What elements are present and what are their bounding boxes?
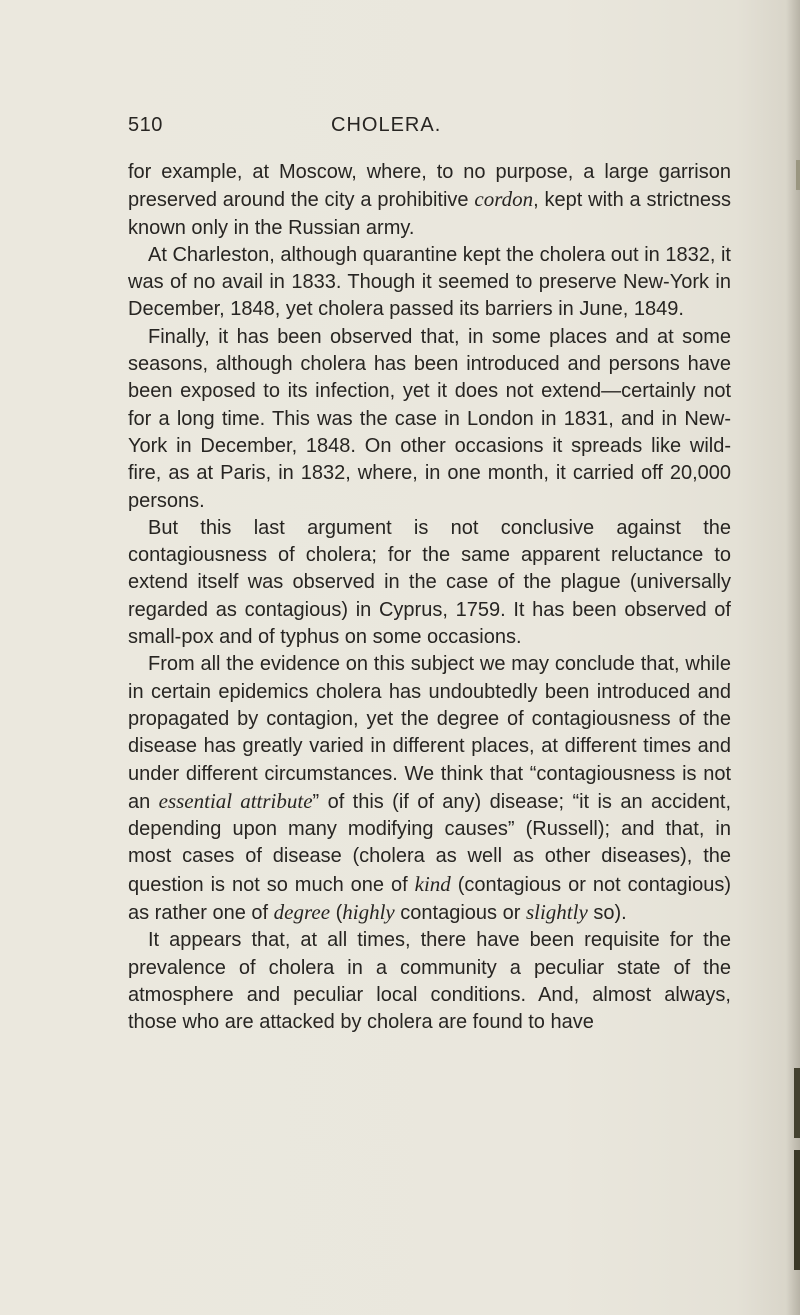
text-run: contagious or bbox=[394, 902, 526, 925]
paragraph: It appears that, at all times, there have been requisite for the prevalence of cholera in a community a peculiar state of the atmosphere and peculiar local conditions. And, almost always, those who are attacked by cholera are found to have bbox=[128, 929, 731, 1034]
italic-run: highly bbox=[342, 900, 395, 925]
italic-run: kind bbox=[414, 871, 451, 896]
paragraph: But this last argument is not conclusive against the contagiousness of cholera; for the same apparent reluctance to extend itself was observed in the case of the plague (universally regarded as contagious) in Cyprus, 1759. It has been observed of small-pox and of typhus on some occasions. bbox=[128, 516, 731, 649]
italic-run: degree bbox=[273, 900, 331, 925]
page-number: 510 bbox=[128, 114, 163, 136]
text-run: (contagious or not contagious) as rather one of bbox=[128, 873, 732, 925]
text-run: so). bbox=[587, 902, 627, 925]
italic-run: essential attribute bbox=[158, 788, 313, 813]
text-run: ” of this (if of any) disease; “it is an accident, depending upon many modifying causes” (Russell); and that, in most cases of disease (cholera as well as other diseases), the question is not so much one of bbox=[128, 790, 731, 896]
paragraph bbox=[128, 651, 731, 927]
italic-run: cordon bbox=[474, 187, 534, 212]
running-head bbox=[128, 114, 728, 142]
body-text bbox=[128, 159, 731, 1037]
text-run: , kept with a strictness known only in the Russian army. bbox=[128, 189, 731, 239]
paragraph: At Charleston, although quarantine kept the cholera out in 1832, it was of no avail in 1833. Though it seemed to preserve New-York in December, 1848, yet cholera passed its barriers in June, 1849. bbox=[128, 243, 731, 321]
text-run: ( bbox=[330, 902, 343, 925]
text-run: for example, at Moscow, where, to no purpose, a large garrison preserved around the city a prohibitive bbox=[128, 161, 731, 212]
page-edge-mark bbox=[794, 1068, 800, 1138]
text-run: From all the evidence on this subject we may conclude that, while in certain epidemics cholera has undoubtedly been introduced and propagated by contagion, yet the degree of contagiousness of the disease has greatly varied in different places, at different times and under different circumstances. We think that “contagiousness is not an bbox=[128, 653, 731, 813]
paragraph: Finally, it has been observed that, in some places and at some seasons, although cholera has been introduced and persons have been exposed to its infection, yet it does not extend—certainly not for a long time. This was the case in London in 1831, and in New-York in December, 1848. On other occasions it spreads like wild-fire, as at Paris, in 1832, where, in one month, it carried off 20,000 persons. bbox=[128, 325, 731, 512]
running-title: CHOLERA. bbox=[331, 114, 442, 136]
page-edge-mark bbox=[796, 160, 800, 190]
paragraph bbox=[128, 159, 731, 242]
page-edge-mark bbox=[794, 1150, 800, 1270]
italic-run: slightly bbox=[525, 900, 588, 925]
